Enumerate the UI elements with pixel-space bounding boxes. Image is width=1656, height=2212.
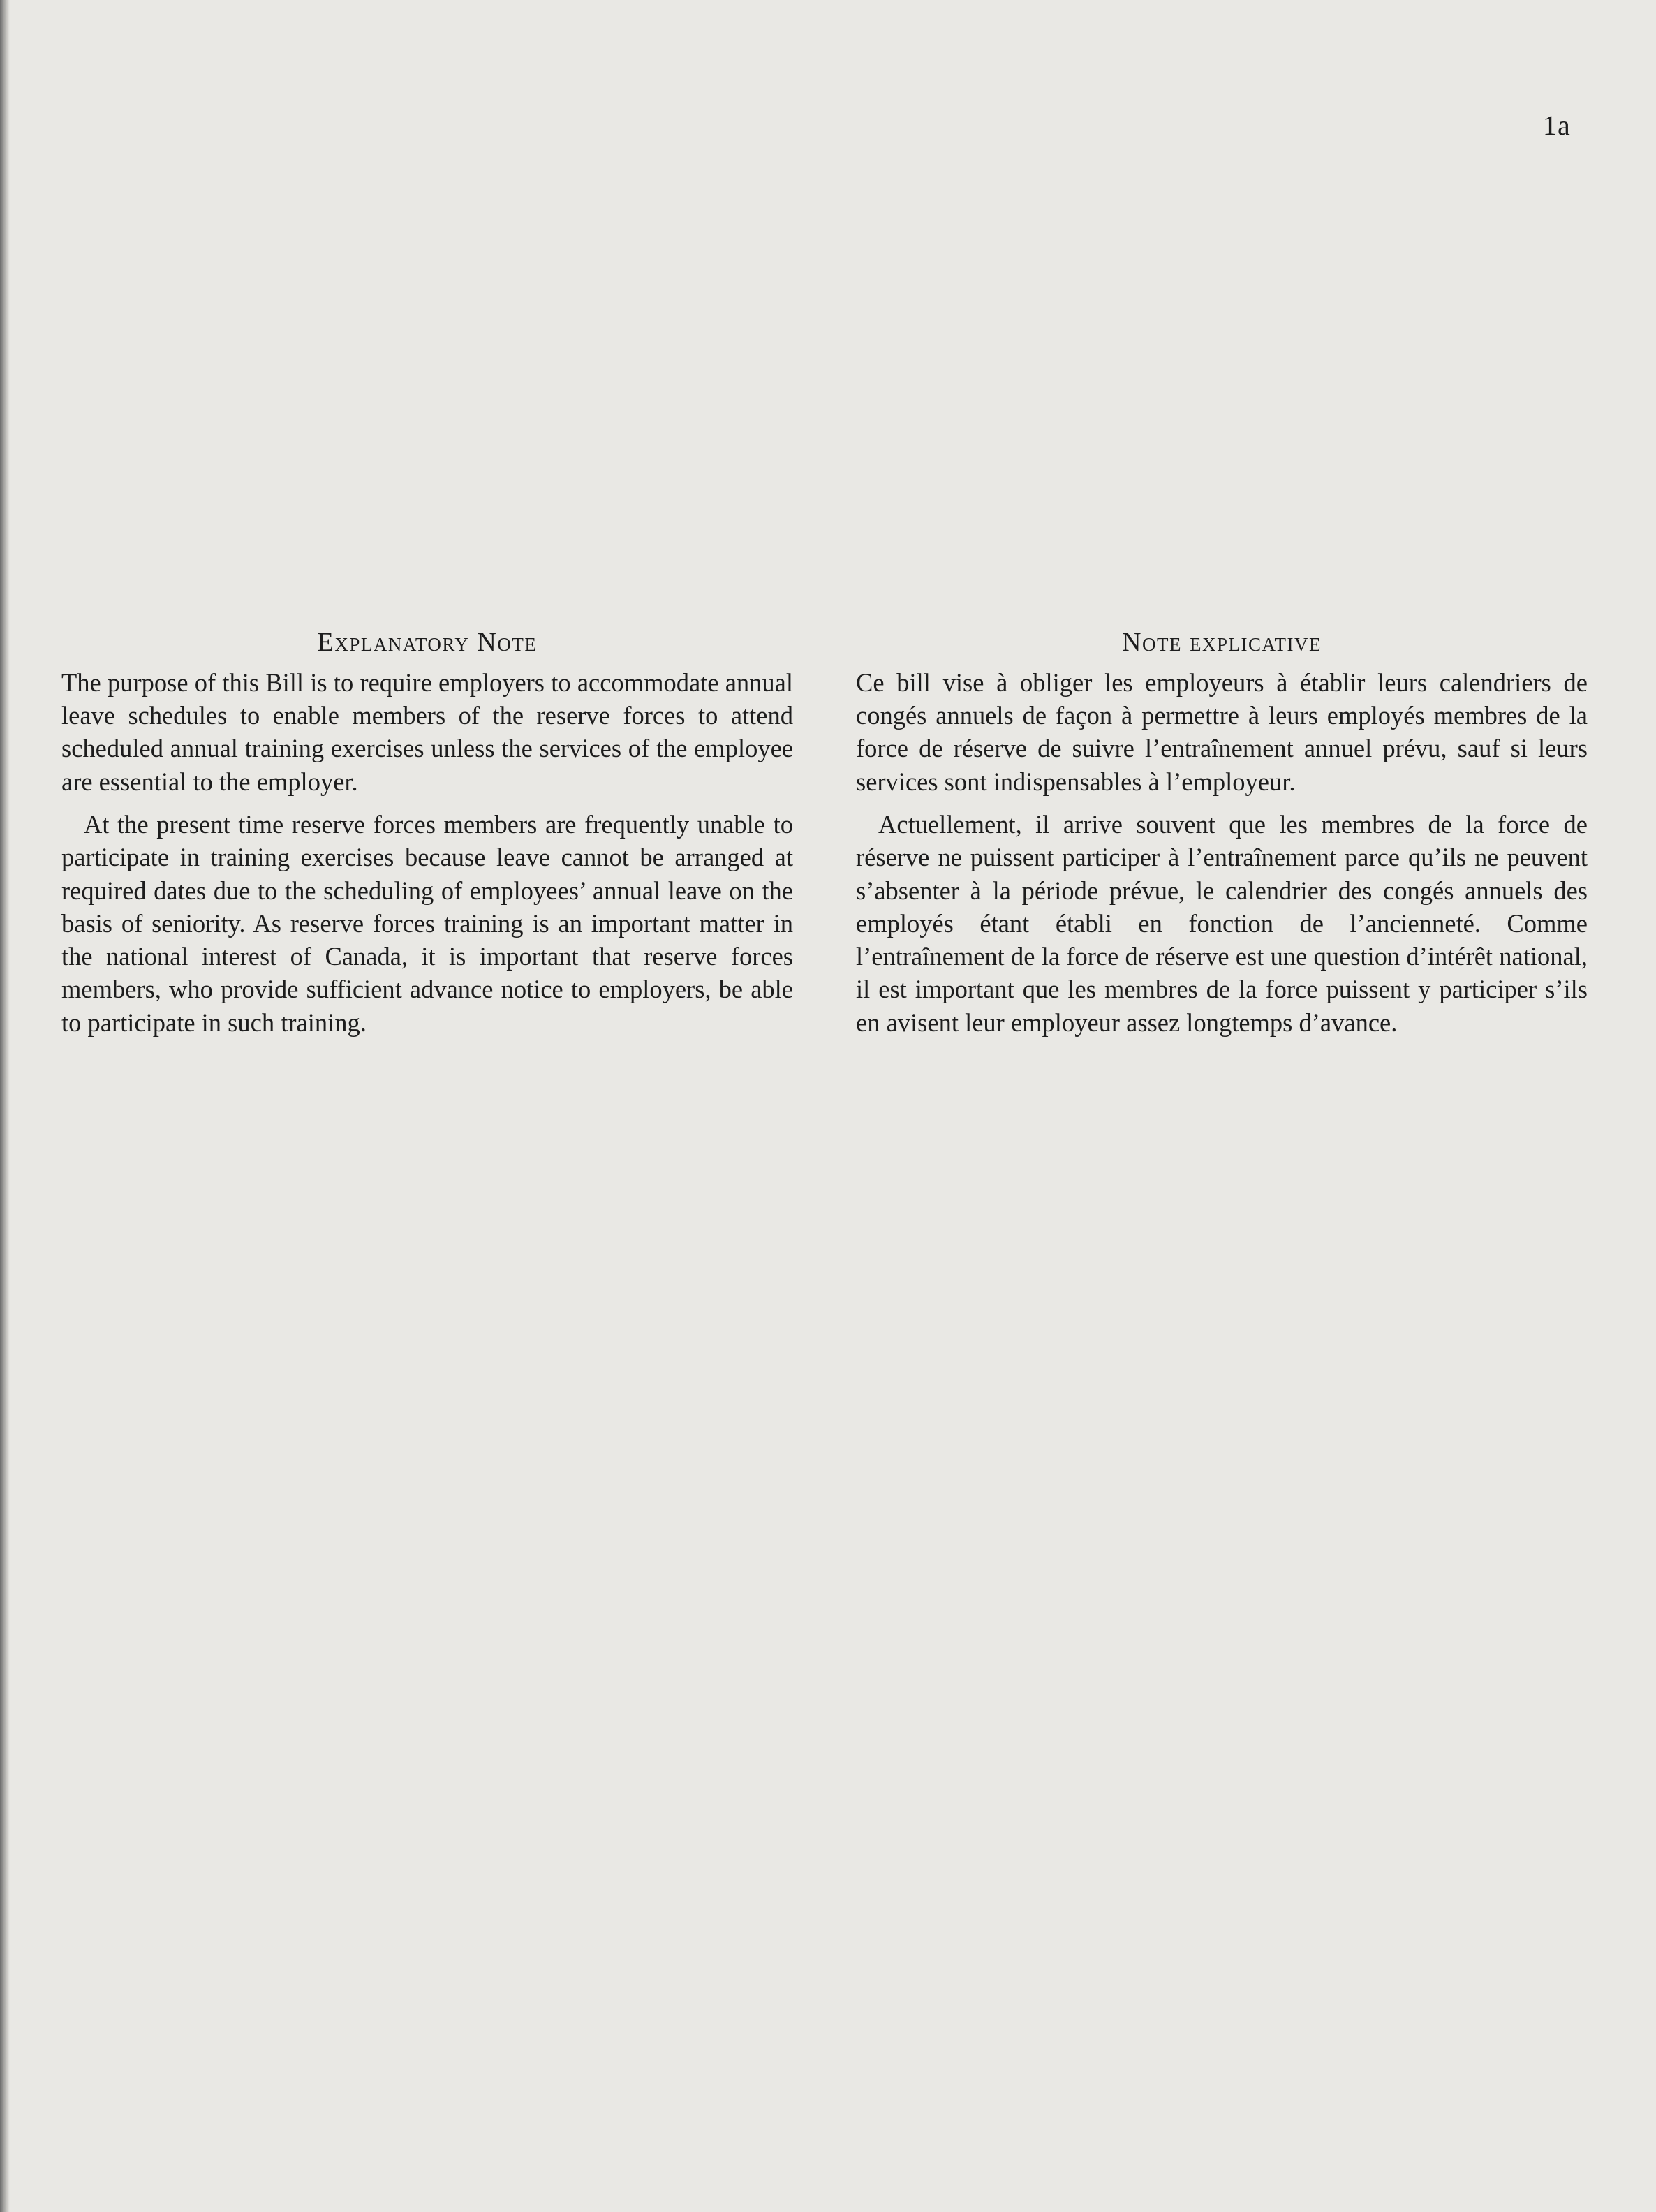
french-explanatory-note [856,628,1588,1039]
page-binding-edge [0,0,10,2212]
english-explanatory-note [61,628,793,1039]
french-paragraph-2: Actuellement, il arrive souvent que les membres de la force de réserve ne puissent participer à l’entraînement parce qu’ils ne peuvent s’absenter à la période prévue, le calendrier des congés annuels des employés étant établi en fonction de l’ancienneté. Comme l’entraînement de la force de réserve est une question d’intérêt national, il est important que les membres de la force puissent y participer s’ils en avisent leur employeur assez longtemps d’avance. [856,809,1588,1037]
french-paragraph-1: Ce bill vise à obliger les employeurs à établir leurs calendriers de congés annuels de façon à permettre à leurs employés membres de la force de réserve de suivre l’entraînement annuel prévu, sauf si leurs services sont indispensables à l’employeur. [856,668,1588,796]
french-heading: Note explicative [1122,628,1322,657]
page-number: 1a [1543,110,1571,141]
english-paragraph-2: At the present time reserve forces members are frequently unable to participate in training exercises because leave cannot be arranged at required dates due to the scheduling of employees’ annual leave on the basis of seniority. As reserve forces training is an important matter in the national interest of Canada, it is important that reserve forces members, who provide sufficient advance notice to employers, be able to participate in such training. [61,809,793,1037]
english-paragraph-1: The purpose of this Bill is to require employers to accommodate annual leave schedules to enable members of the reserve forces to attend scheduled annual training exercises unless the services of the employee are essential to the employer. [61,668,793,796]
english-heading: Explanatory Note [317,628,538,657]
